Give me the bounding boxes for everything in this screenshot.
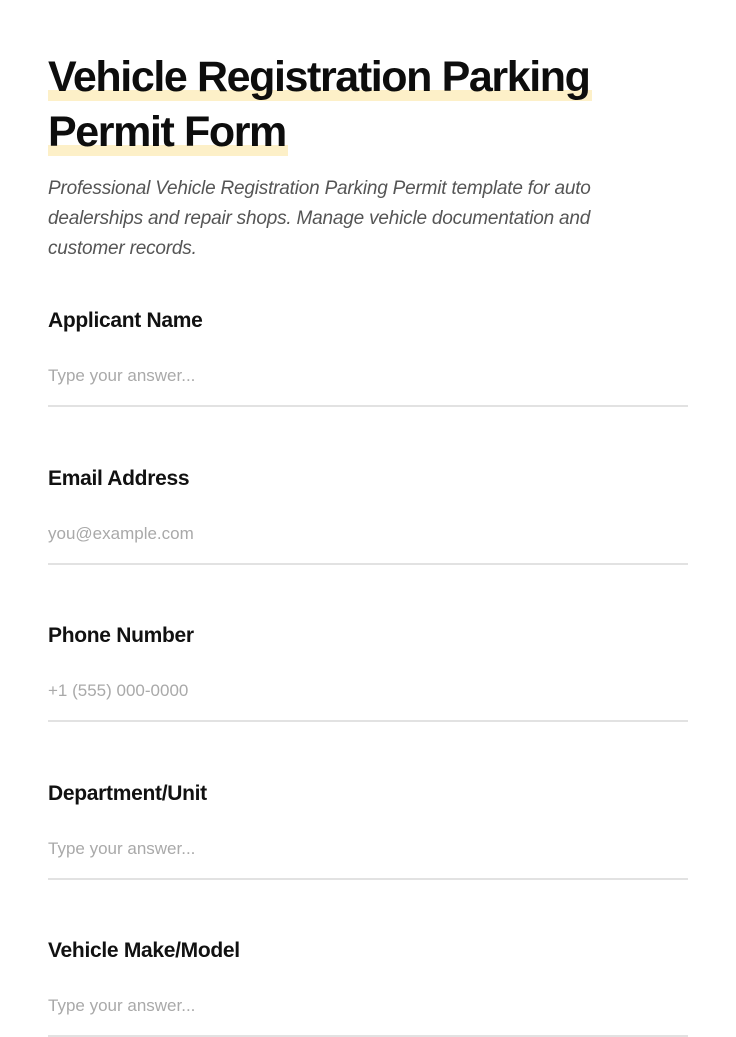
field-department-unit (48, 780, 688, 880)
field-vehicle-make-model (48, 937, 688, 1037)
form-description: Professional Vehicle Registration Parking Permit template for auto dealerships and repair shops. Manage vehicle documentation and customer records. (48, 178, 591, 259)
field-phone-number (48, 622, 688, 722)
applicant-name-label: Applicant Name (48, 309, 203, 332)
title-line-2: Permit Form (48, 108, 286, 156)
department-unit-label: Department/Unit (48, 782, 207, 805)
field-applicant-name (48, 307, 688, 407)
applicant-name-input[interactable] (48, 355, 688, 407)
page-title (48, 50, 688, 160)
field-email-address (48, 465, 688, 565)
title-line-1: Vehicle Registration Parking (48, 53, 590, 101)
phone-number-label: Phone Number (48, 624, 194, 647)
phone-number-input[interactable] (48, 670, 688, 722)
vehicle-make-model-input[interactable] (48, 985, 688, 1037)
email-address-input[interactable] (48, 513, 688, 565)
form-page (0, 0, 736, 264)
department-unit-input[interactable] (48, 828, 688, 880)
email-address-label: Email Address (48, 467, 190, 490)
vehicle-make-model-label: Vehicle Make/Model (48, 939, 240, 962)
